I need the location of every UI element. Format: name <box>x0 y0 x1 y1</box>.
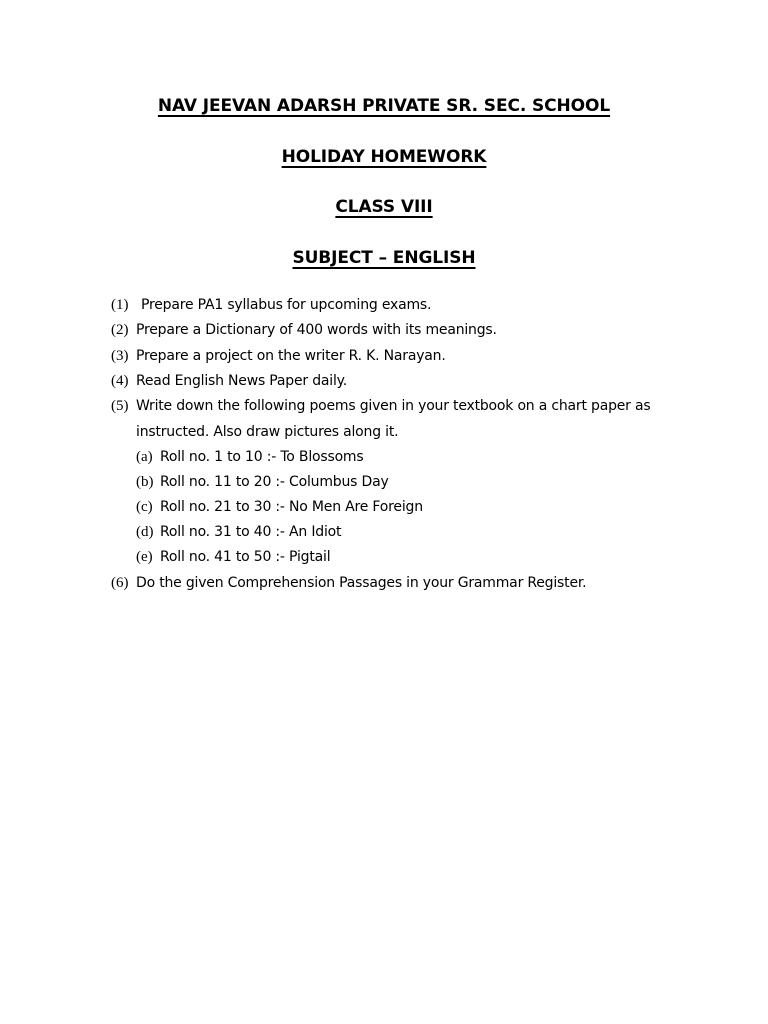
sub-list-item-letter: (a) <box>136 449 153 465</box>
list-item-text: Prepare a project on the writer R. K. Narayan. <box>136 348 446 364</box>
list-item-text: Write down the following poems given in your textbook on a chart paper as <box>136 398 651 414</box>
sub-list-item-text: Roll no. 31 to 40 :- An Idiot <box>160 524 342 540</box>
sub-list-item-letter: (e) <box>136 549 153 565</box>
sub-list-item-text: Roll no. 1 to 10 :- To Blossoms <box>160 449 364 465</box>
sub-list-item-letter: (d) <box>136 524 154 540</box>
subject-label: SUBJECT – ENGLISH <box>292 248 476 268</box>
school-name: NAV JEEVAN ADARSH PRIVATE SR. SEC. SCHOOL <box>157 96 611 116</box>
list-item-text: Prepare a Dictionary of 400 words with its meanings. <box>136 322 497 338</box>
list-item-number: (5) <box>111 398 129 414</box>
class-label: CLASS VIII <box>335 197 433 217</box>
list-item-number: (6) <box>111 575 129 591</box>
list-item-number: (3) <box>111 348 129 364</box>
sub-list-item-letter: (c) <box>136 499 153 515</box>
sub-list-item-text: Roll no. 11 to 20 :- Columbus Day <box>160 474 389 490</box>
sub-list-item-text: Roll no. 41 to 50 :- Pigtail <box>160 549 331 565</box>
list-item-text: Do the given Comprehension Passages in your Grammar Register. <box>136 575 587 591</box>
list-item-text: Read English News Paper daily. <box>136 373 347 389</box>
list-item-text: Prepare PA1 syllabus for upcoming exams. <box>141 297 432 313</box>
list-item-number: (1) <box>111 297 129 313</box>
list-item-number: (2) <box>111 322 129 338</box>
sub-list-item-letter: (b) <box>136 474 154 490</box>
sub-list-item-text: Roll no. 21 to 30 :- No Men Are Foreign <box>160 499 423 515</box>
document-title: HOLIDAY HOMEWORK <box>281 147 487 167</box>
list-item-number: (4) <box>111 373 129 389</box>
list-item-text: instructed. Also draw pictures along it. <box>136 424 399 440</box>
